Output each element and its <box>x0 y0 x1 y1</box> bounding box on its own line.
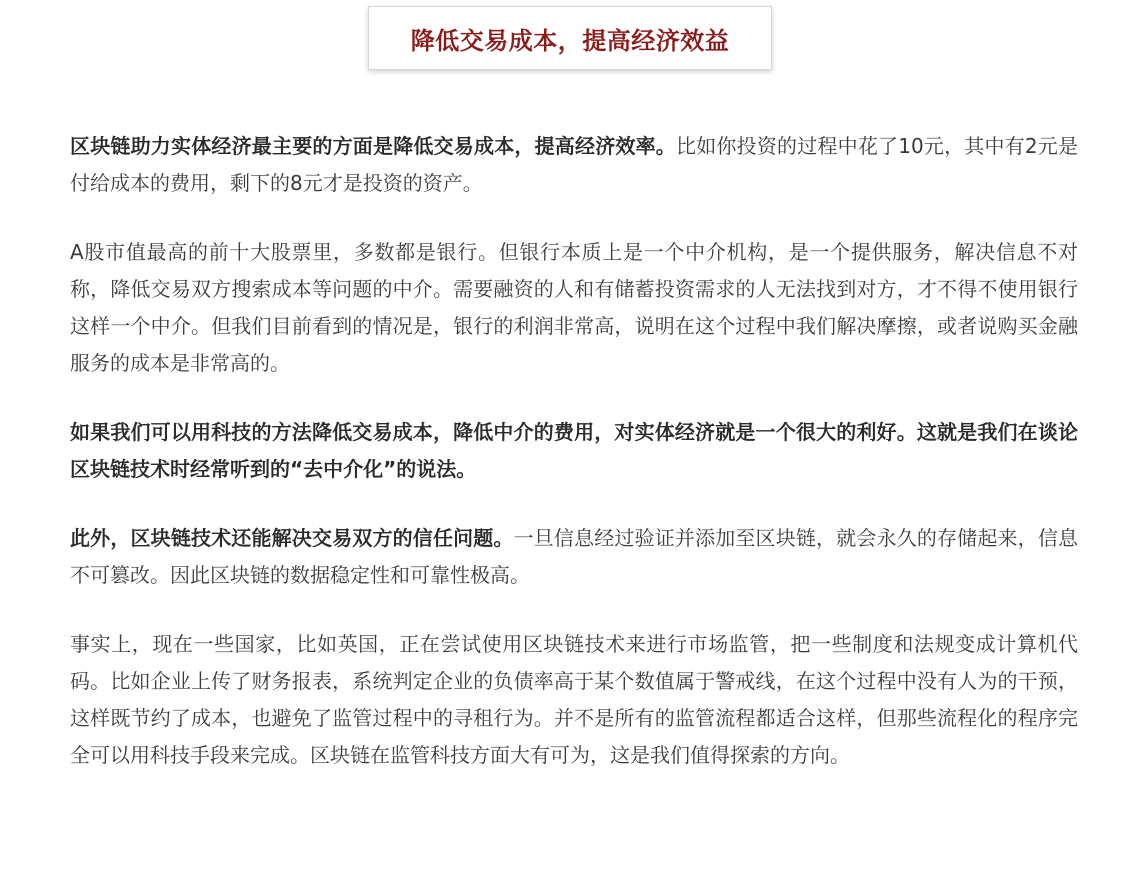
paragraph-bold-text: 如果我们可以用科技的方法降低交易成本，降低中介的费用，对实体经济就是一个很大的利好。这就是我们在谈论区块链技术时经常听到的“去中介化”的说法。 <box>70 420 1078 481</box>
paragraph-regulation <box>70 626 1078 774</box>
paragraph-transaction-cost <box>70 128 1078 202</box>
paragraph-lead-bold: 此外，区块链技术还能解决交易双方的信任问题。 <box>70 526 514 550</box>
paragraph-text: 比如你投资的过程中花了10元，其中有2元是付给成本的费用，剩下的8元才是投资的资产。 <box>70 134 1078 195</box>
section-title: 降低交易成本，提高经济效益 <box>410 26 730 55</box>
paragraph-text: A股市值最高的前十大股票里，多数都是银行。但银行本质上是一个中介机构，是一个提供服务，解决信息不对称，降低交易双方搜索成本等问题的中介。需要融资的人和有储蓄投资需求的人无法找到对方，才不得不使用银行这样一个中介。但我们目前看到的情况是，银行的利润非常高，说明在这个过程中我们解决摩擦，或者说购买金融服务的成本是非常高的。 <box>70 240 1078 375</box>
paragraph-disintermediation <box>70 414 1078 488</box>
paragraph-banks <box>70 234 1078 382</box>
paragraph-lead-bold: 区块链助力实体经济最主要的方面是降低交易成本，提高经济效率。 <box>70 134 677 158</box>
paragraph-trust <box>70 520 1078 594</box>
article-body <box>70 128 1078 806</box>
paragraph-text: 事实上，现在一些国家，比如英国，正在尝试使用区块链技术来进行市场监管，把一些制度和法规变成计算机代码。比如企业上传了财务报表，系统判定企业的负债率高于某个数值属于警戒线，在这个过程中没有人为的干预，这样既节约了成本，也避免了监管过程中的寻租行为。并不是所有的监管流程都适合这样，但那些流程化的程序完全可以用科技手段来完成。区块链在监管科技方面大有可为，这是我们值得探索的方向。 <box>70 632 1078 767</box>
paragraph-text: 一旦信息经过验证并添加至区块链，就会永久的存储起来，信息不可篡改。因此区块链的数据稳定性和可靠性极高。 <box>70 526 1079 587</box>
section-heading-box <box>368 6 772 70</box>
